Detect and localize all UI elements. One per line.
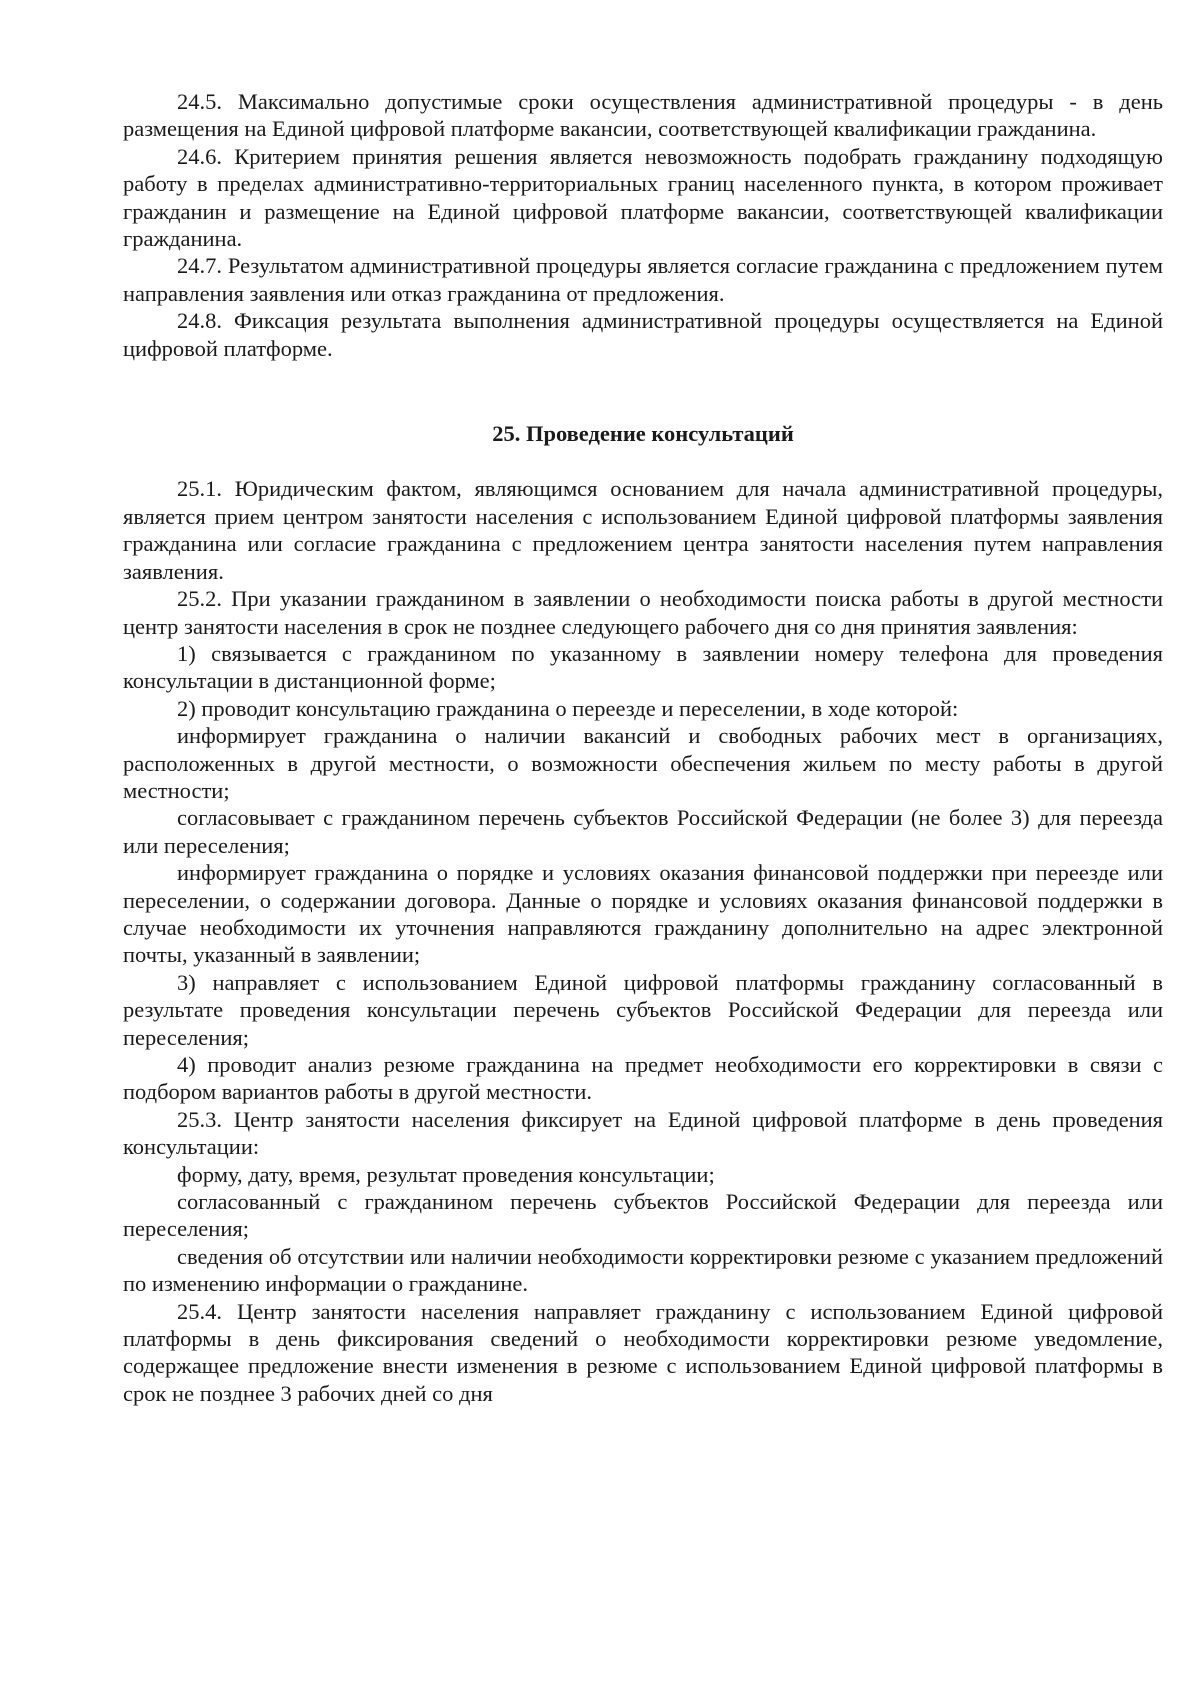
paragraph-25-3: 25.3. Центр занятости населения фиксирует на Единой цифровой платформе в день проведения консультации:: [123, 1106, 1163, 1160]
section-heading-25: 25. Проведение консультаций: [492, 421, 794, 447]
section-spacer: [123, 362, 1163, 420]
sub-item-form-date: форму, дату, время, результат проведения консультации;: [177, 1161, 715, 1187]
paragraph-25-1: 25.1. Юридическим фактом, являющимся основанием для начала административной процедуры, является прием центром занятости населения с использованием Единой цифровой платформы заявления гражданина или согласие гражданина с предложением центра занятости населения путем направления заявления.: [123, 476, 1163, 584]
sub-item-agree-regions: согласовывает с гражданином перечень субъектов Российской Федерации (не более 3) для переезда или переселения;: [123, 805, 1163, 858]
sub-item-agreed-list: согласованный с гражданином перечень субъектов Российской Федерации для переезда или переселения;: [123, 1189, 1163, 1242]
sub-item-inform-vacancies: информирует гражданина о наличии вакансий и свободных рабочих мест в организациях, расположенных в другой местности, о возможности обеспечения жильем по месту работы в другой местности;: [123, 723, 1163, 803]
list-item-25-2-2: 2) проводит консультацию гражданина о переезде и переселении, в ходе которой:: [177, 695, 959, 721]
document-body: [123, 88, 1163, 1407]
sub-item-inform-support: информирует гражданина о порядке и условиях оказания финансовой поддержки при переезде или переселении, о содержании договора. Данные о порядке и условиях оказания финансовой поддержки в случае необходимости их уточнения направляются гражданину дополнительно на адрес электронной почты, указанный в заявлении;: [123, 860, 1163, 968]
paragraph-24-7: 24.7. Результатом административной процедуры является согласие гражданина с предложением путем направления заявления или отказ гражданина от предложения.: [123, 253, 1163, 306]
section-spacer: [123, 447, 1163, 475]
paragraph-24-5: 24.5. Максимально допустимые сроки осуществления административной процедуры - в день размещения на Единой цифровой платформе вакансии, соответствующей квалификации гражданина.: [123, 89, 1163, 142]
paragraph-24-8: 24.8. Фиксация результата выполнения административной процедуры осуществляется на Единой цифровой платформе.: [123, 308, 1163, 361]
paragraph-25-4: 25.4. Центр занятости населения направляет гражданину с использованием Единой цифровой платформы в день фиксирования сведений о необходимости корректировки резюме уведомление, содержащее предложение внести изменения в резюме с использованием Единой цифровой платформы в срок не позднее 3 рабочих дней со дня: [123, 1298, 1163, 1406]
list-item-25-2-3: 3) направляет с использованием Единой цифровой платформы гражданину согласованный в результате проведения консультации перечень субъектов Российской Федерации для переезда или переселения;: [123, 969, 1163, 1050]
list-item-25-2-4: 4) проводит анализ резюме гражданина на предмет необходимости его корректировки в связи с подбором вариантов работы в другой местности.: [123, 1052, 1163, 1105]
list-item-25-2-1: 1) связывается с гражданином по указанному в заявлении номеру телефона для проведения консультации в дистанционной форме;: [123, 640, 1163, 694]
sub-item-resume-info: сведения об отсутствии или наличии необходимости корректировки резюме с указанием предложений по изменению информации о гражданине.: [123, 1243, 1163, 1297]
paragraph-25-2: 25.2. При указании гражданином в заявлении о необходимости поиска работы в другой местности центр занятости населения в срок не позднее следующего рабочего дня со дня принятия заявления:: [123, 586, 1163, 639]
paragraph-24-6: 24.6. Критерием принятия решения является невозможность подобрать гражданину подходящую работу в пределах административно-территориальных границ населенного пункта, в котором проживает гражданин и размещение на Единой цифровой платформе вакансии, соответствующей квалификации гражданина.: [123, 143, 1163, 252]
